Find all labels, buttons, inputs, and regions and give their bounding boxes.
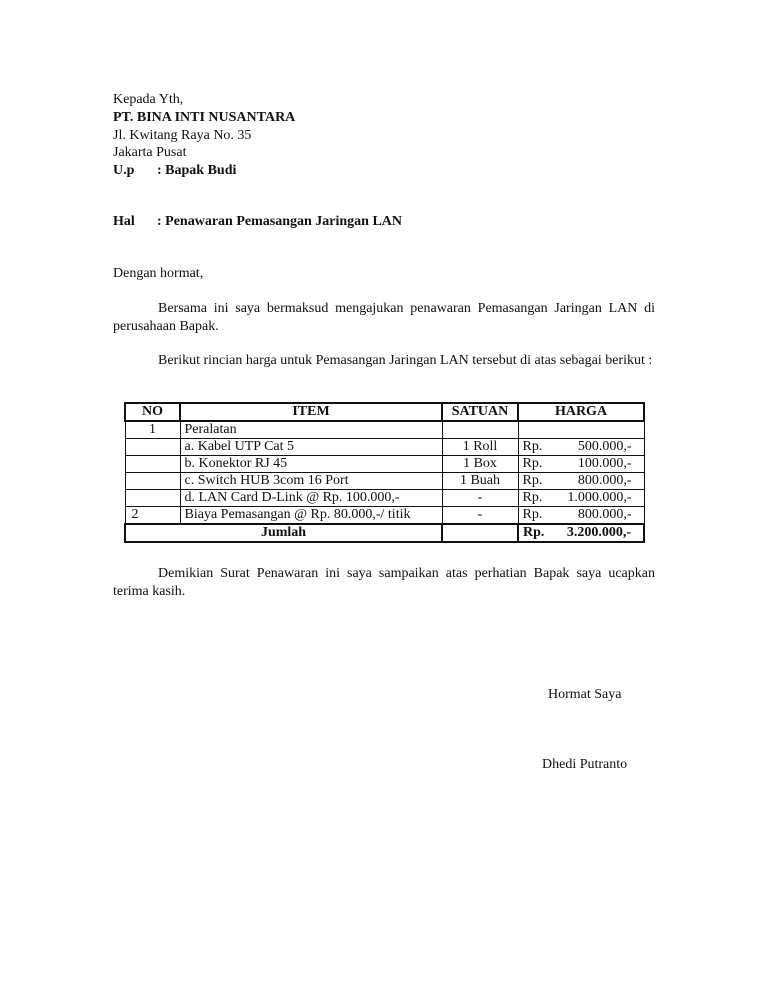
table-total-row	[125, 524, 644, 542]
cell-harga	[518, 507, 644, 525]
amount-value: 1.000.000,-	[567, 490, 632, 505]
subject-value: : Penawaran Pemasangan Jaringan LAN	[157, 214, 403, 229]
cell-item: d. LAN Card D-Link @ Rp. 100.000,-	[180, 490, 442, 507]
cell-no	[125, 490, 180, 507]
cell-satuan: 1 Roll	[442, 439, 518, 456]
subject-line	[113, 213, 402, 231]
currency-label: Rp.	[522, 490, 543, 505]
amount-value: 500.000,-	[577, 439, 632, 454]
header-satuan: SATUAN	[442, 403, 518, 421]
signatory-name: Dhedi Putranto	[542, 757, 628, 772]
amount-value: 800.000,-	[577, 507, 632, 522]
cell-harga	[518, 421, 644, 439]
cell-item: Biaya Pemasangan @ Rp. 80.000,-/ titik	[180, 507, 442, 525]
cell-satuan: -	[442, 507, 518, 525]
total-harga	[518, 524, 644, 542]
cell-satuan: 1 Buah	[442, 473, 518, 490]
cell-no	[125, 439, 180, 456]
table-row	[125, 507, 644, 525]
regards: Hormat Saya	[548, 687, 622, 702]
table-row	[125, 473, 644, 490]
cell-item: b. Konektor RJ 45	[180, 456, 442, 473]
currency-label: Rp.	[522, 473, 543, 488]
cell-harga	[518, 490, 644, 507]
address-line-2: Jakarta Pusat	[113, 145, 187, 160]
header-harga: HARGA	[518, 403, 644, 421]
cell-harga	[518, 473, 644, 490]
greeting: Dengan hormat,	[113, 266, 204, 281]
total-amount: 3.200.000,-	[566, 525, 631, 540]
cell-no: 2	[125, 507, 180, 525]
cell-item: c. Switch HUB 3com 16 Port	[180, 473, 442, 490]
table-row	[125, 439, 644, 456]
cell-no: 1	[125, 421, 180, 439]
currency-label: Rp.	[522, 456, 543, 471]
salutation: Kepada Yth,	[113, 92, 184, 107]
currency-label: Rp.	[522, 507, 543, 522]
cell-harga	[518, 456, 644, 473]
total-satuan-empty	[442, 524, 518, 542]
cell-item: a. Kabel UTP Cat 5	[180, 439, 442, 456]
amount-value: 800.000,-	[577, 473, 632, 488]
header-item: ITEM	[180, 403, 442, 421]
company-name: PT. BINA INTI NUSANTARA	[113, 110, 296, 125]
table-row	[125, 490, 644, 507]
paragraph-details: Berikut rincian harga untuk Pemasangan Jaringan LAN tersebut di atas sebagai berikut :	[158, 353, 653, 368]
paragraph-intro: Bersama ini saya bermaksud mengajukan penawaran Pemasangan Jaringan LAN di perusahaan Bapak.	[113, 301, 655, 334]
total-label: Jumlah	[125, 524, 442, 542]
amount-value: 100.000,-	[577, 456, 632, 471]
paragraph-closing: Demikian Surat Penawaran ini saya sampaikan atas perhatian Bapak saya ucapkan terima kasih.	[113, 566, 655, 599]
cell-no	[125, 456, 180, 473]
total-currency: Rp.	[523, 525, 545, 540]
cell-satuan	[442, 421, 518, 439]
cell-harga	[518, 439, 644, 456]
address-line-1: Jl. Kwitang Raya No. 35	[113, 128, 252, 143]
currency-label: Rp.	[522, 439, 543, 454]
header-no: NO	[125, 403, 180, 421]
cell-satuan: 1 Box	[442, 456, 518, 473]
table-row	[125, 421, 644, 439]
price-table	[124, 402, 645, 543]
cell-item: Peralatan	[180, 421, 442, 439]
subject-label: Hal	[113, 214, 135, 229]
cell-satuan: -	[442, 490, 518, 507]
cell-no	[125, 473, 180, 490]
attention-label: U.p	[113, 163, 135, 178]
table-row	[125, 456, 644, 473]
attention-line	[113, 162, 236, 180]
table-header-row	[125, 403, 644, 421]
attention-value: : Bapak Budi	[157, 163, 237, 178]
